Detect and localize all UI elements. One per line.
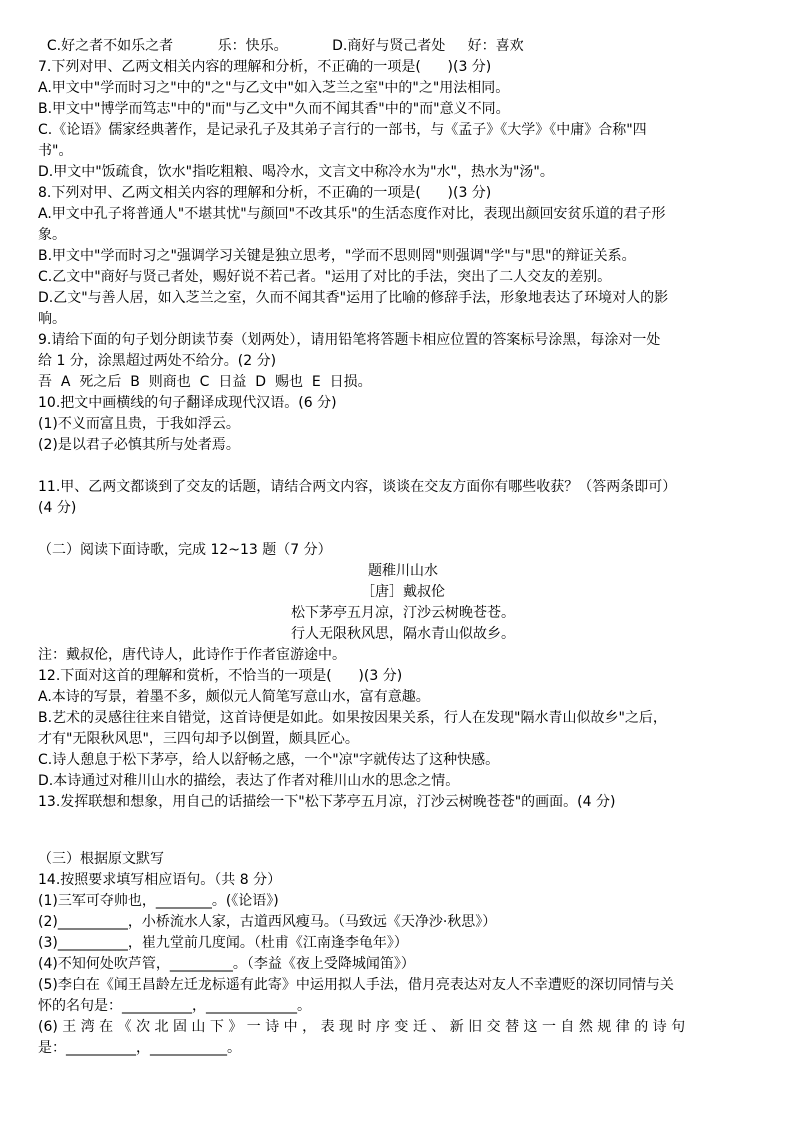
q8-stem: 8.下列对甲、乙两文相关内容的理解和分析，不正确的一项是( )(3 分)	[38, 185, 492, 201]
q8-option-d-line1: D.乙文"与善人居，如入芝兰之室，久而不闻其香"运用了比喻的修辞手法，形象地表达了环境对人的影	[38, 290, 669, 306]
q12-option-a: A.本诗的写景，着墨不多，颇似元人简笔写意山水，富有意趣。	[38, 689, 430, 705]
q11-stem-line2: (4 分)	[38, 500, 77, 516]
q7-option-a: A.甲文中"学而时习之"中的"之"与乙文中"如入芝兰之室"中的"之"用法相同。	[38, 80, 510, 96]
poem-title: 题稚川山水	[368, 563, 438, 579]
q7-stem: 7.下列对甲、乙两文相关内容的理解和分析，不正确的一项是( )(3 分)	[38, 59, 492, 75]
q13-stem: 13.发挥联想和想象，用自己的话描绘一下"松下茅亭五月凉，汀沙云树晚苍苍"的画面。(4 分)	[38, 794, 616, 810]
q8-option-d-line2: 响。	[38, 311, 66, 327]
q12-option-d: D.本诗通过对稚川山水的描绘，表达了作者对稚川山水的思念之情。	[38, 773, 460, 789]
q7-option-b: B.甲文中"博学而笃志"中的"而"与乙文中"久而不闻其香"中的"而"意义不同。	[38, 101, 510, 117]
exam-page	[38, 36, 768, 1059]
q11-stem-line1: 11.甲、乙两文都谈到了交友的话题，请结合两文内容，谈谈在交友方面你有哪些收获？（答两条即可）	[38, 479, 677, 495]
q14-item-6-line2: 是：__________，___________。	[38, 1040, 241, 1056]
q14-item-5-line1: (5)李白在《闻王昌龄左迁龙标遥有此寄》中运用拟人手法，借月亮表达对友人不幸遭贬的深切同情与关	[38, 977, 674, 993]
q14-item-4: (4)不知何处吹芦管，_________。（李益《夜上受降城闻笛》）	[38, 956, 415, 972]
poem-line-2: 行人无限秋风思，隔水青山似故乡。	[291, 626, 515, 642]
q9-stem-line1: 9.请给下面的句子划分朗读节奏（划两处），请用铅笔将答题卡相应位置的答案标号涂黑，每涂对一处	[38, 332, 661, 348]
q10-sentence-2: (2)是以君子必慎其所与处者焉。	[38, 437, 240, 453]
q12-stem: 12.下面对这首的理解和赏析，不恰当的一项是( )(3 分)	[38, 668, 403, 684]
section2-heading: （二）阅读下面诗歌，完成 12~13 题（7 分）	[38, 542, 332, 558]
poem-note: 注：戴叔伦，唐代诗人，此诗作于作者宦游途中。	[38, 647, 346, 663]
q12-option-b-line1: B.艺术的灵感往往来自错觉，这首诗便是如此。如果按因果关系，行人在发现"隔水青山似故乡"之后，	[38, 710, 667, 726]
q6-options-cd: C.好之者不如乐之者 乐：快乐。 D.商好与贤己者处 好：喜欢	[38, 38, 524, 54]
q7-option-c-line1: C.《论语》儒家经典著作，是记录孔子及其弟子言行的一部书，与《孟子》《大学》《中庸》合称"四	[38, 122, 647, 138]
q8-option-c: C.乙文中"商好与贤己者处，赐好说不若己者。"运用了对比的手法，突出了二人交友的差别。	[38, 269, 612, 285]
q14-item-6-line1: (6) 王 湾 在 《 次 北 固 山 下 》 一 诗 中 ， 表 现 时 序 变 迁 、 新 旧 交 替 这 一 自 然 规 律 的 诗 句	[38, 1019, 686, 1035]
q9-stem-line2: 给 1 分，涂黑超过两处不给分。(2 分)	[38, 353, 277, 369]
q14-item-1: (1)三军可夺帅也，________。(《论语》)	[38, 893, 279, 909]
q12-option-c: C.诗人憩息于松下茅亭，给人以舒畅之感，一个"凉"字就传达了这种快感。	[38, 752, 500, 768]
section3-heading: （三）根据原文默写	[38, 851, 164, 867]
q9-sentence: 吾 A 死之后 B 则商也 C 日益 D 赐也 E 日损。	[38, 374, 372, 390]
q8-option-b: B.甲文中"学而时习之"强调学习关键是独立思考，"学而不思则罔"则强调"学"与"思"的辩证关系。	[38, 248, 636, 264]
q10-stem: 10.把文中画横线的句子翻译成现代汉语。(6 分)	[38, 395, 337, 411]
q7-option-d: D.甲文中"饭疏食，饮水"指吃粗粮、喝冷水，文言文中称冷水为"水"，热水为"汤"。	[38, 164, 554, 180]
poem-author: ［唐］戴叔伦	[361, 584, 445, 600]
poem-line-1: 松下茅亭五月凉，汀沙云树晚苍苍。	[291, 605, 515, 621]
q8-option-a-line2: 象。	[38, 227, 66, 243]
q12-option-b-line2: 才有"无限秋风思"，三四句却予以倒置，颇具匠心。	[38, 731, 359, 747]
q14-item-2: (2)__________，小桥流水人家，古道西风瘦马。（马致远《天净沙·秋思》）	[38, 914, 497, 930]
q14-item-3: (3)__________，崔九堂前几度闻。（杜甫《江南逢李龟年》）	[38, 935, 408, 951]
q10-sentence-1: (1)不义而富且贵，于我如浮云。	[38, 416, 240, 432]
q14-item-5-line2: 怀的名句是：__________，_____________。	[38, 998, 311, 1014]
q7-option-c-line2: 书"。	[38, 143, 73, 159]
q14-stem: 14.按照要求填写相应语句。（共 8 分）	[38, 872, 282, 888]
q8-option-a-line1: A.甲文中孔子将普通人"不堪其忧"与颜回"不改其乐"的生活态度作对比，表现出颜回安贫乐道的君子形	[38, 206, 666, 222]
